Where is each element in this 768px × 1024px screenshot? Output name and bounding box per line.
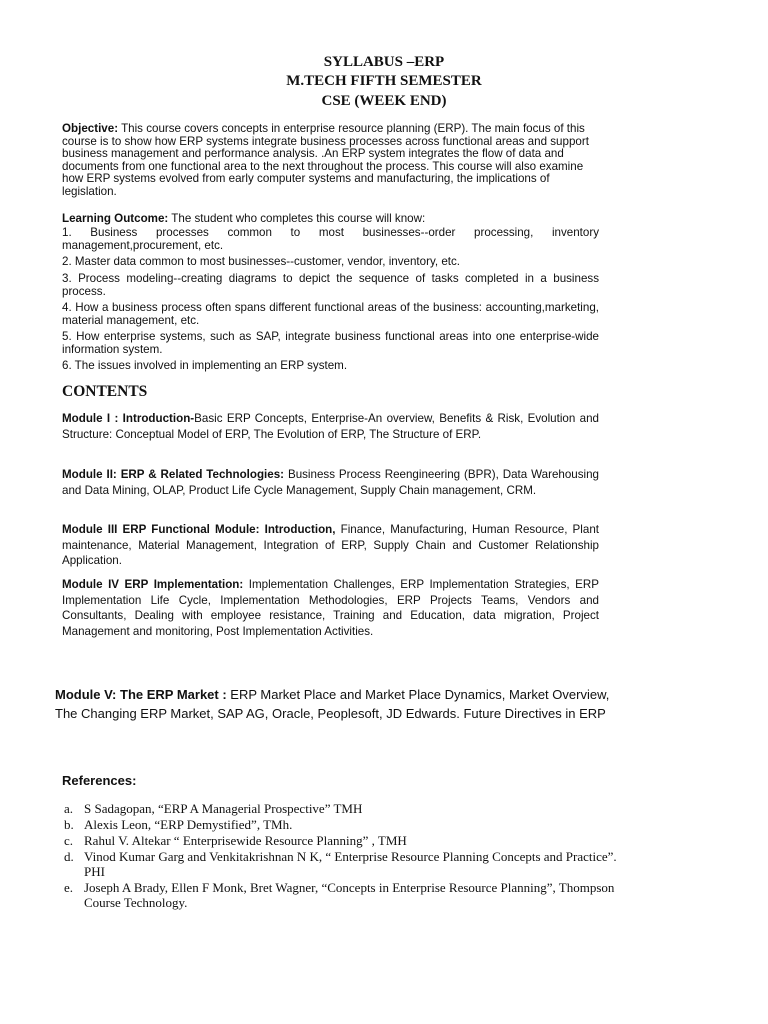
module-title: Module II: ERP & Related Technologies:	[62, 468, 285, 481]
syllabus-title: SYLLABUS –ERP	[323, 54, 445, 70]
reference-item	[64, 817, 624, 832]
objective-label: Objective:	[62, 122, 119, 135]
reference-text: Rahul V. Altekar “ Enterprisewide Resource Planning” , TMH	[84, 833, 407, 848]
learning-outcome-item: 4. How a business process often spans different functional areas of the business: accounting,marketing, material management, etc.	[62, 301, 599, 327]
reference-item	[64, 849, 624, 879]
learning-outcome-intro-text: The student who completes this course will know:	[168, 212, 426, 225]
reference-letter: c.	[64, 833, 74, 848]
learning-outcome-label: Learning Outcome:	[62, 212, 169, 225]
reference-letter: b.	[64, 817, 74, 832]
module-text: ERP Market Place and Market Place Dynamics, Market Overview, The Changing ERP Market, SAP AG, Oracle, Peoplesoft, JD Edwards. Future Directives in ERP	[55, 687, 610, 721]
references-heading: References:	[62, 773, 137, 788]
semester-title: M.TECH FIFTH SEMESTER	[286, 73, 482, 89]
module-2	[62, 467, 599, 498]
learning-outcome-intro	[62, 213, 599, 226]
reference-text: S Sadagopan, “ERP A Managerial Prospective” TMH	[84, 801, 363, 816]
module-title: Module I : Introduction-	[62, 412, 195, 425]
module-5	[55, 686, 615, 723]
reference-item	[64, 880, 624, 910]
module-4	[62, 577, 599, 639]
module-text: Finance, Manufacturing, Human Resource, Plant maintenance, Material Management, Integration of ERP, Supply Chain and Customer Relationship Application.	[62, 523, 599, 567]
learning-outcome-item: 1. Business processes common to most businesses--order processing, inventory management,procurement, etc.	[62, 226, 599, 252]
reference-letter: a.	[64, 801, 74, 816]
module-title: Module V: The ERP Market :	[55, 687, 227, 702]
module-text: Business Process Reengineering (BPR), Data Warehousing and Data Mining, OLAP, Product Life Cycle Management, Supply Chain management, CRM.	[62, 468, 599, 497]
learning-outcome-item: 3. Process modeling--creating diagrams to depict the sequence of tasks completed in a business process.	[62, 272, 599, 298]
learning-outcome-item: 6. The issues involved in implementing an ERP system.	[62, 359, 348, 372]
module-3	[62, 522, 599, 569]
contents-heading: CONTENTS	[62, 383, 148, 400]
module-title: Module IV ERP Implementation:	[62, 578, 244, 591]
reference-item	[64, 801, 624, 816]
reference-letter: d.	[64, 849, 74, 864]
learning-outcome-item: 2. Master data common to most businesses--customer, vendor, inventory, etc.	[62, 255, 461, 268]
reference-text: Alexis Leon, “ERP Demystified”, TMh.	[84, 817, 293, 832]
course-subtitle: CSE (WEEK END)	[321, 93, 447, 109]
module-text: Basic ERP Concepts, Enterprise-An overview, Benefits & Risk, Evolution and Structure: Conceptual Model of ERP, The Evolution of ERP, The Structure of ERP.	[62, 412, 600, 441]
learning-outcome-item: 5. How enterprise systems, such as SAP, integrate business functional areas into one enterprise-wide information system.	[62, 330, 599, 356]
reference-letter: e.	[64, 880, 74, 895]
objective-text: This course covers concepts in enterprise resource planning (ERP). The main focus of this course is to show how ERP systems integrate business processes across functional areas and support business management and performance analysis. .An ERP system integrates the flow of data and documents from one functional area to the next throughout the process. This course will also examine how ERP systems evolved from early computer systems and manufacturing, the implications of legislation.	[62, 122, 589, 198]
reference-item	[64, 833, 624, 848]
module-1	[62, 411, 599, 442]
reference-text: Joseph A Brady, Ellen F Monk, Bret Wagner, “Concepts in Enterprise Resource Planning”, Thompson Course Technology.	[84, 880, 615, 910]
references-list	[64, 801, 624, 911]
reference-text: Vinod Kumar Garg and Venkitakrishnan N K, “ Enterprise Resource Planning Concepts and Practice”. PHI	[84, 849, 617, 879]
module-text: Implementation Challenges, ERP Implementation Strategies, ERP Implementation Life Cycle, Implementation Methodologies, ERP Projects Teams, Vendors and Consultants, Dealing with employee resistance, Training and Education, data migration, Project Management and monitoring, Post Implementation Activities.	[62, 578, 599, 638]
objective-paragraph	[62, 123, 599, 198]
module-title: Module III ERP Functional Module: Introduction,	[62, 523, 336, 536]
